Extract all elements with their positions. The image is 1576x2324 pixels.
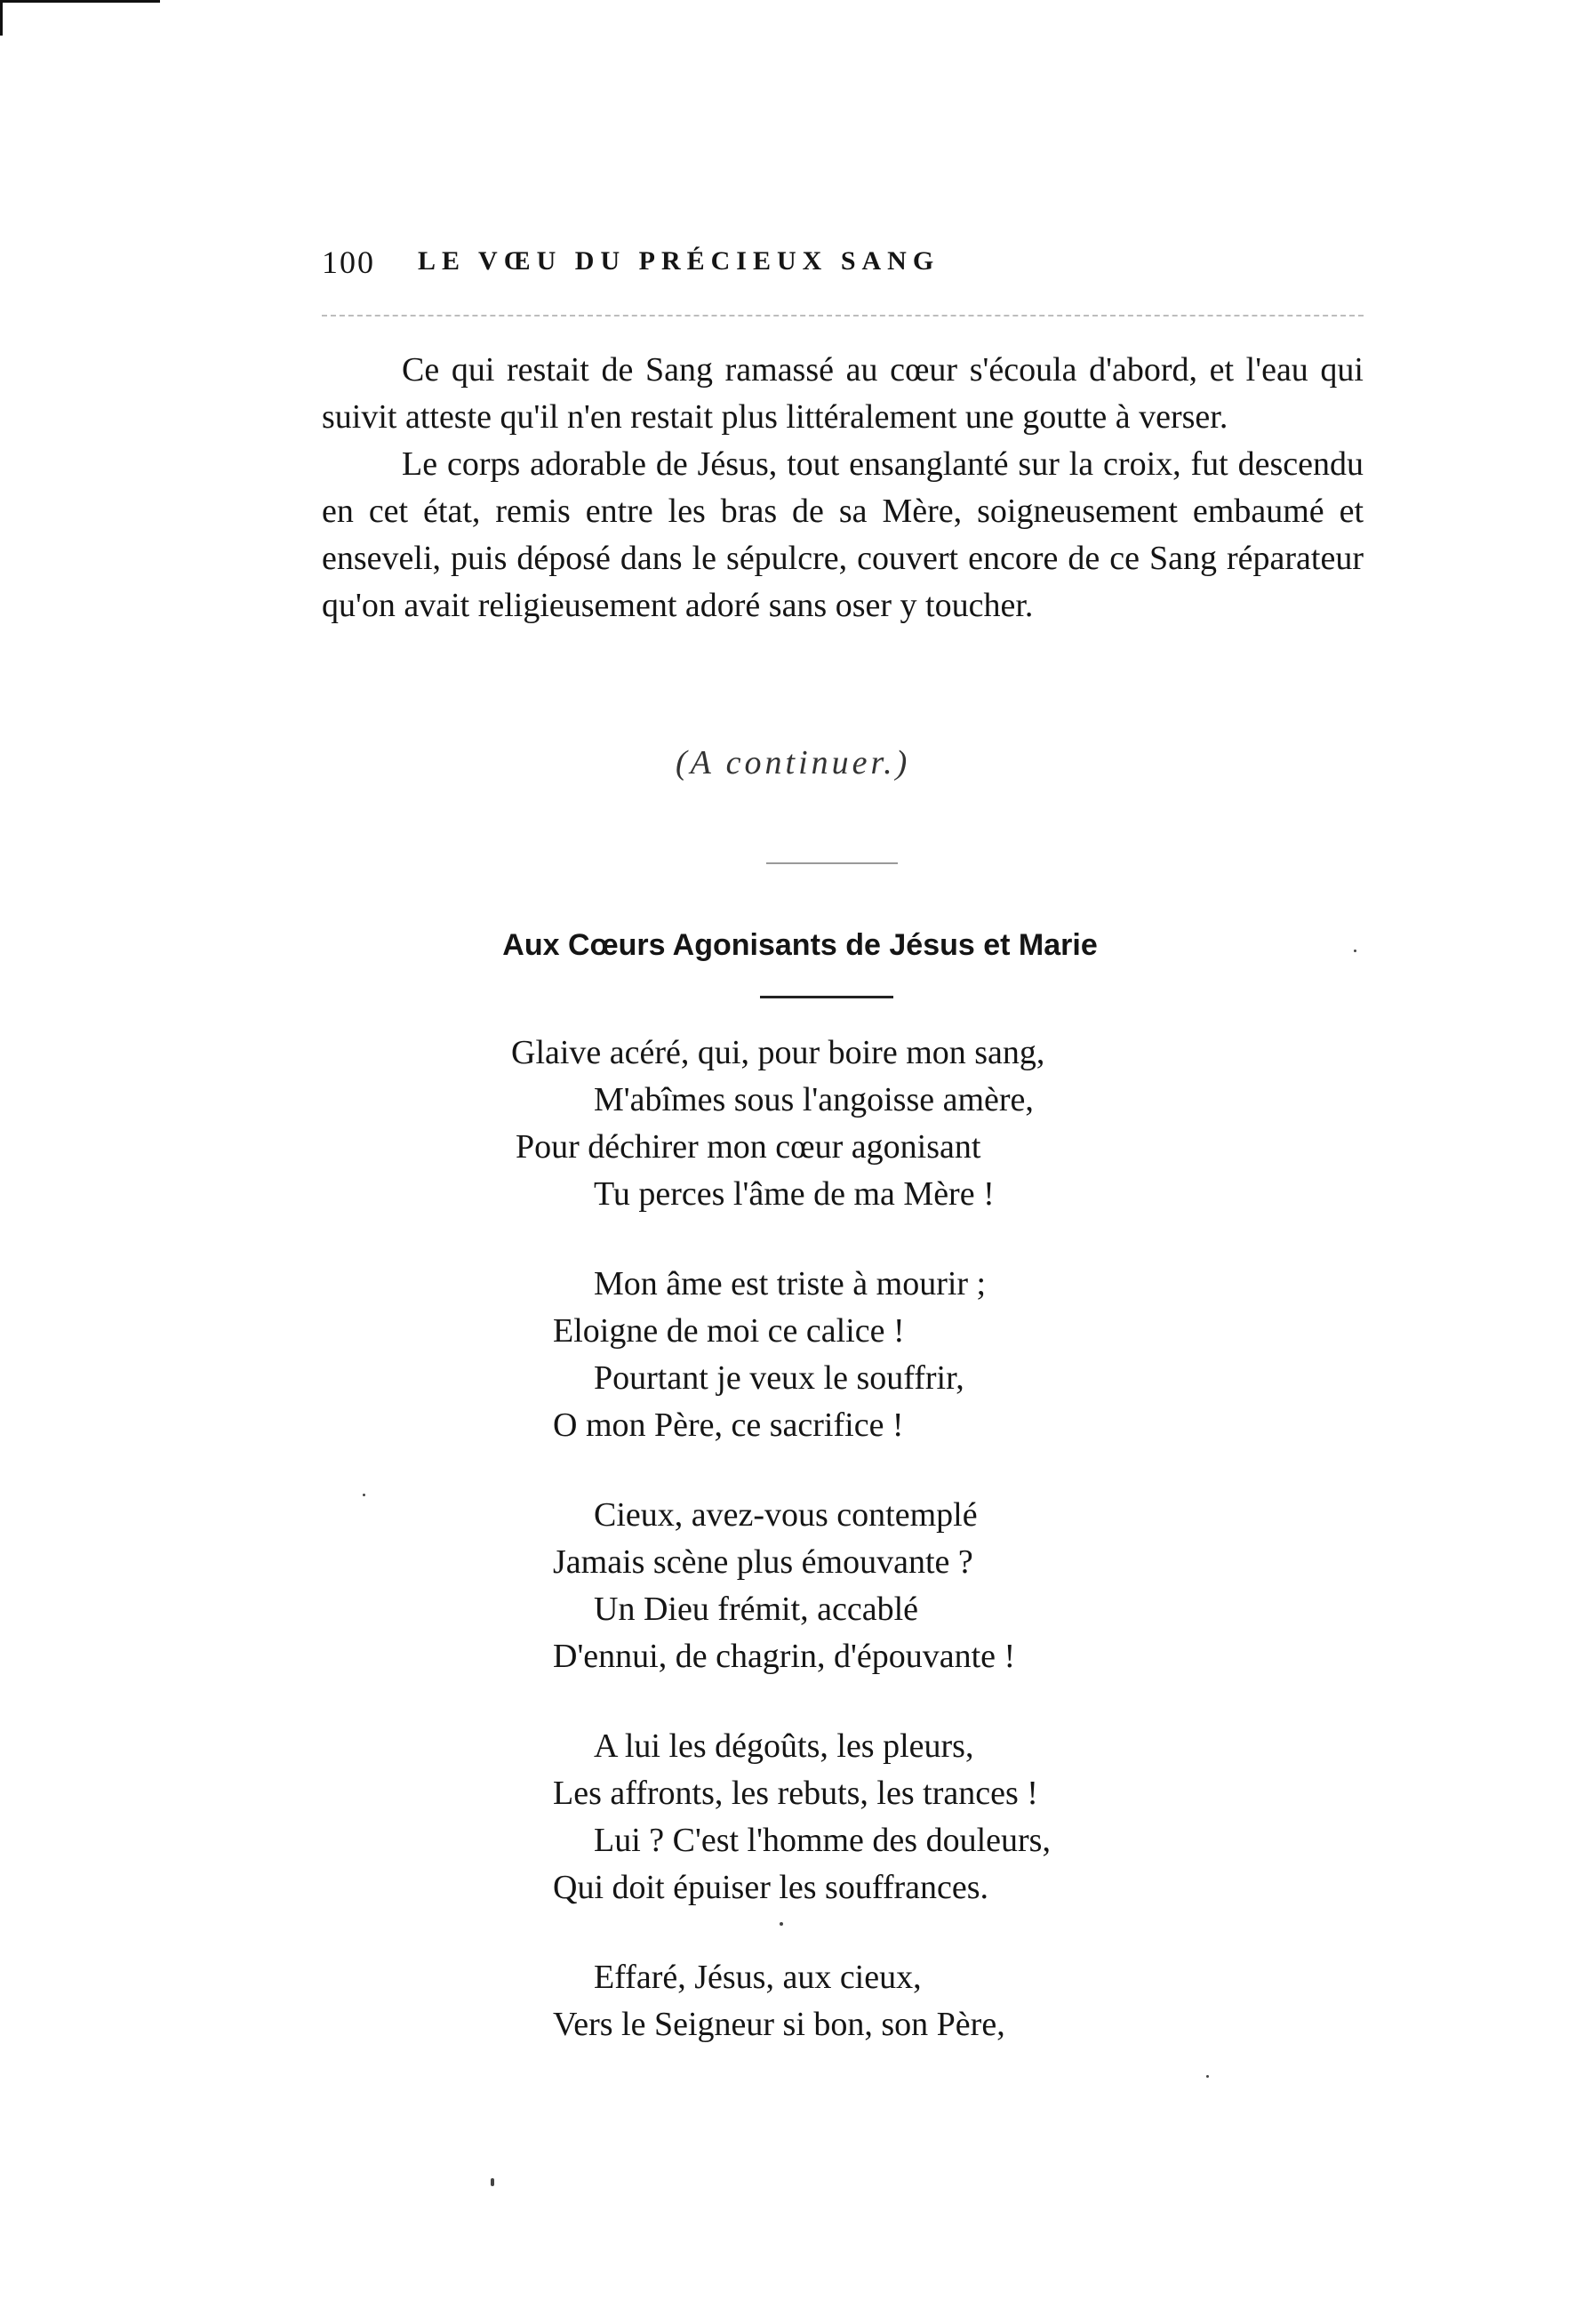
- scan-speck: [491, 2178, 494, 2186]
- poem-line: Qui doit épuiser les souffrances.: [553, 1869, 989, 1906]
- poem-line: O mon Père, ce sacrifice !: [553, 1406, 904, 1444]
- prose-paragraph: Ce qui restait de Sang ramassé au cœur s'écoula d'abord, et l'eau qui suivit atteste qu'il n'en restait plus littéralement une goutte à verser.: [322, 351, 1364, 436]
- poem-line: D'ennui, de chagrin, d'épouvante !: [553, 1638, 1016, 1675]
- scan-speck: [1206, 2075, 1209, 2078]
- poem-line: Glaive acéré, qui, pour boire mon sang,: [511, 1034, 1045, 1071]
- title-rule: [760, 996, 893, 998]
- poem-line: Mon âme est triste à mourir ;: [594, 1265, 987, 1302]
- poem-line: Tu perces l'âme de ma Mère !: [594, 1175, 995, 1213]
- poem-line: Effaré, Jésus, aux cieux,: [594, 1959, 922, 1996]
- poem-line: Cieux, avez-vous contemplé: [594, 1496, 978, 1534]
- poem-line: M'abîmes sous l'angoisse amère,: [594, 1081, 1034, 1118]
- poem-line: Lui ? C'est l'homme des douleurs,: [594, 1822, 1051, 1859]
- scan-speck: [1354, 950, 1356, 952]
- page-number: 100: [322, 244, 375, 280]
- poem-line: Pourtant je veux le souffrir,: [594, 1359, 964, 1397]
- poem-line: Les affronts, les rebuts, les trances !: [553, 1775, 1038, 1812]
- prose-block: [322, 347, 1364, 629]
- poem-line: Pour déchirer mon cœur agonisant: [516, 1128, 981, 1166]
- scan-corner-mark-vertical: [0, 0, 3, 36]
- poem-line: Eloigne de moi ce calice !: [553, 1312, 905, 1350]
- section-separator: [766, 862, 898, 864]
- running-title: LE VŒU DU PRÉCIEUX SANG: [418, 246, 940, 276]
- poem-line: Vers le Seigneur si bon, son Père,: [553, 2006, 1005, 2043]
- scan-speck: [780, 1922, 783, 1926]
- continuation-note: (A continuer.): [676, 744, 911, 781]
- poem-line: Un Dieu frémit, accablé: [594, 1591, 919, 1628]
- scan-corner-mark-horizontal: [0, 0, 160, 3]
- poem-title: Aux Cœurs Agonisants de Jésus et Marie: [502, 928, 1098, 962]
- header-rule: [322, 315, 1364, 317]
- prose-paragraph: Le corps adorable de Jésus, tout ensanglanté sur la croix, fut descendu en cet état, remis entre les bras de sa Mère, soigneusement embaumé et enseveli, puis déposé dans le sépulcre, couvert encore de ce Sang réparateur qu'on avait religieusement adoré sans oser y toucher.: [322, 445, 1364, 624]
- page-header: [322, 240, 1362, 284]
- poem-line: A lui les dégoûts, les pleurs,: [594, 1727, 974, 1765]
- poem-line: Jamais scène plus émouvante ?: [553, 1543, 973, 1581]
- scan-speck: [363, 1494, 365, 1496]
